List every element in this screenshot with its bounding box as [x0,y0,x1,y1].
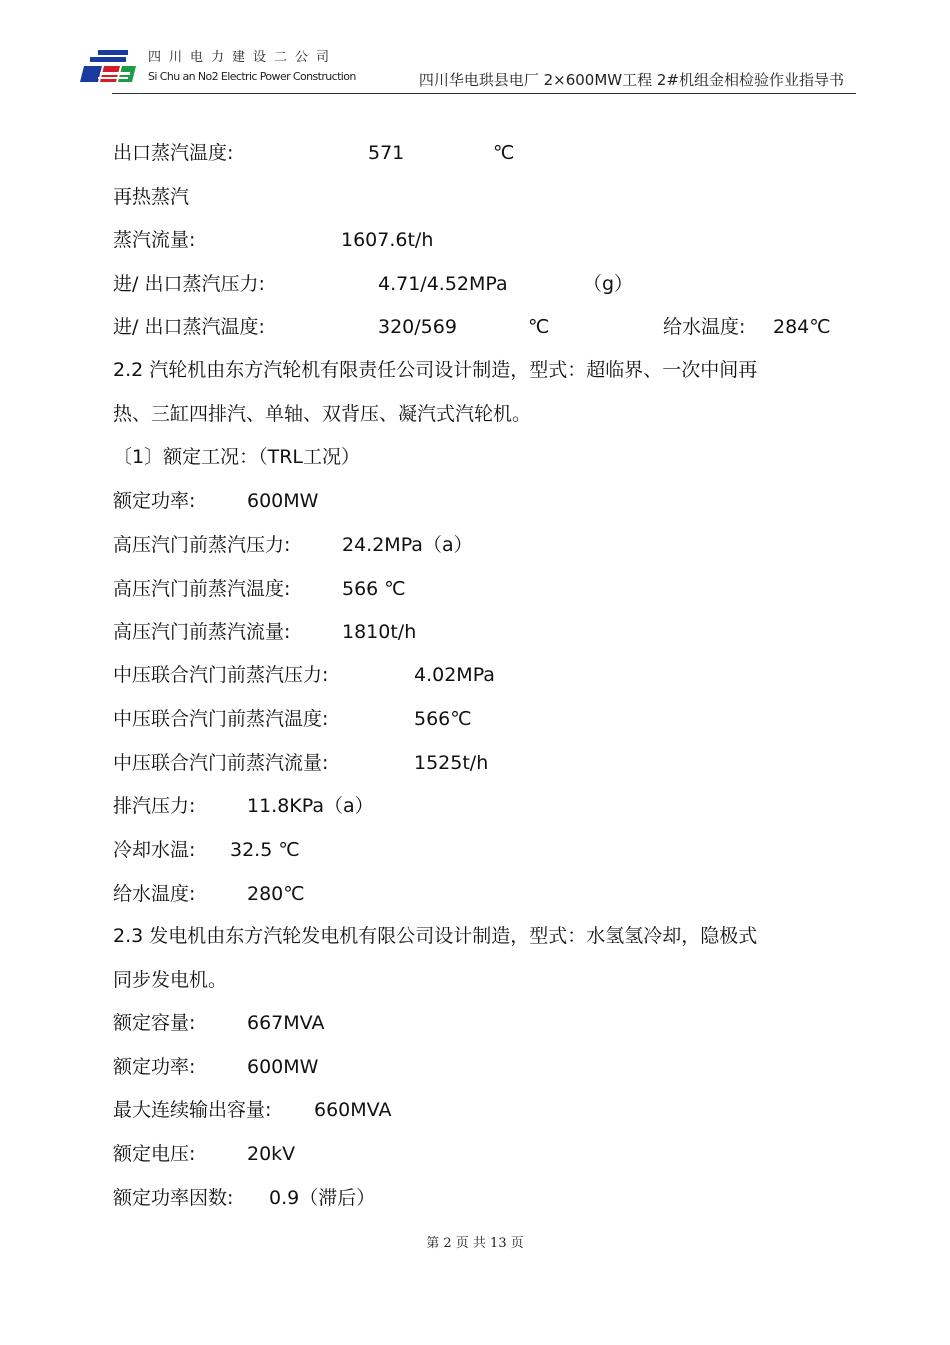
spec-label: 高压汽门前蒸汽温度: [113,578,291,600]
spec-label: 额定功率: [113,490,196,512]
spec-value: 667MVA [247,1012,325,1034]
spec-label: 额定功率: [113,1056,196,1078]
spec-value: 660MVA [314,1099,392,1121]
spec-label: 进/ 出口蒸汽压力: [113,273,265,295]
spec-value: 320/569 [378,316,457,338]
spec-value-extra: 284℃ [773,316,831,338]
spec-label: 中压联合汽门前蒸汽流量: [113,752,329,774]
company-name-cn: 四川电力建设二公司 [148,50,338,65]
spec-label: 高压汽门前蒸汽压力: [113,534,291,556]
paragraph-line: 〔1〕额定工况：（TRL工况） [113,446,360,468]
header-divider [112,93,856,94]
spec-value: 600MW [247,1056,319,1078]
spec-label: 出口蒸汽温度: [113,142,234,164]
spec-value: 24.2MPa（a） [342,534,473,556]
spec-label: 额定电压: [113,1143,196,1165]
spec-label: 给水温度: [113,883,196,905]
spec-value: 1607.6t/h [341,229,434,251]
spec-value: 600MW [247,490,319,512]
page-number: 第 2 页 共 13 页 [426,1236,524,1251]
spec-value: 571 [368,142,405,164]
spec-value: 20kV [247,1143,296,1165]
spec-unit: ℃ [493,142,515,164]
spec-value: 280℃ [247,883,305,905]
spec-value: 1525t/h [414,752,489,774]
spec-label: 冷却水温: [113,839,196,861]
spec-label: 额定功率因数: [113,1187,234,1209]
paragraph-line: 2.3 发电机由东方汽轮发电机有限公司设计制造，型式：水氢氢冷却，隐极式 [113,925,758,947]
spec-value: 0.9（滞后） [269,1187,376,1209]
spec-label: 额定容量: [113,1012,196,1034]
page-header [0,0,950,100]
spec-label-extra: 给水温度: [663,316,746,338]
company-name-en: Si Chu an No2 Electric Power Construction [148,70,356,83]
spec-label: 蒸汽流量: [113,229,196,251]
spec-value: 4.71/4.52MPa [378,273,508,295]
paragraph-line: 同步发电机。 [113,969,228,991]
spec-label: 中压联合汽门前蒸汽压力: [113,664,329,686]
paragraph-line: 热、三缸四排汽、单轴、双背压、凝汽式汽轮机。 [113,403,532,425]
spec-value: 4.02MPa [414,664,495,686]
spec-value: 566℃ [414,708,472,730]
spec-value: 11.8KPa（a） [247,795,374,817]
document-title: 四川华电珙县电厂 2×600MW工程 2#机组金相检验作业指导书 [418,71,844,89]
spec-unit: （g） [583,273,634,295]
spec-label: 进/ 出口蒸汽温度: [113,316,265,338]
spec-label: 最大连续输出容量: [113,1099,272,1121]
spec-value: 566 ℃ [342,578,406,600]
spec-value: 1810t/h [342,621,417,643]
spec-unit: ℃ [528,316,550,338]
company-logo-icon [80,48,136,84]
spec-label: 高压汽门前蒸汽流量: [113,621,291,643]
spec-value: 32.5 ℃ [230,839,300,861]
paragraph-line: 2.2 汽轮机由东方汽轮机有限责任公司设计制造，型式：超临界、一次中间再 [113,359,758,381]
spec-label: 排汽压力: [113,795,196,817]
spec-label: 中压联合汽门前蒸汽温度: [113,708,329,730]
spec-label: 再热蒸汽 [113,186,190,208]
